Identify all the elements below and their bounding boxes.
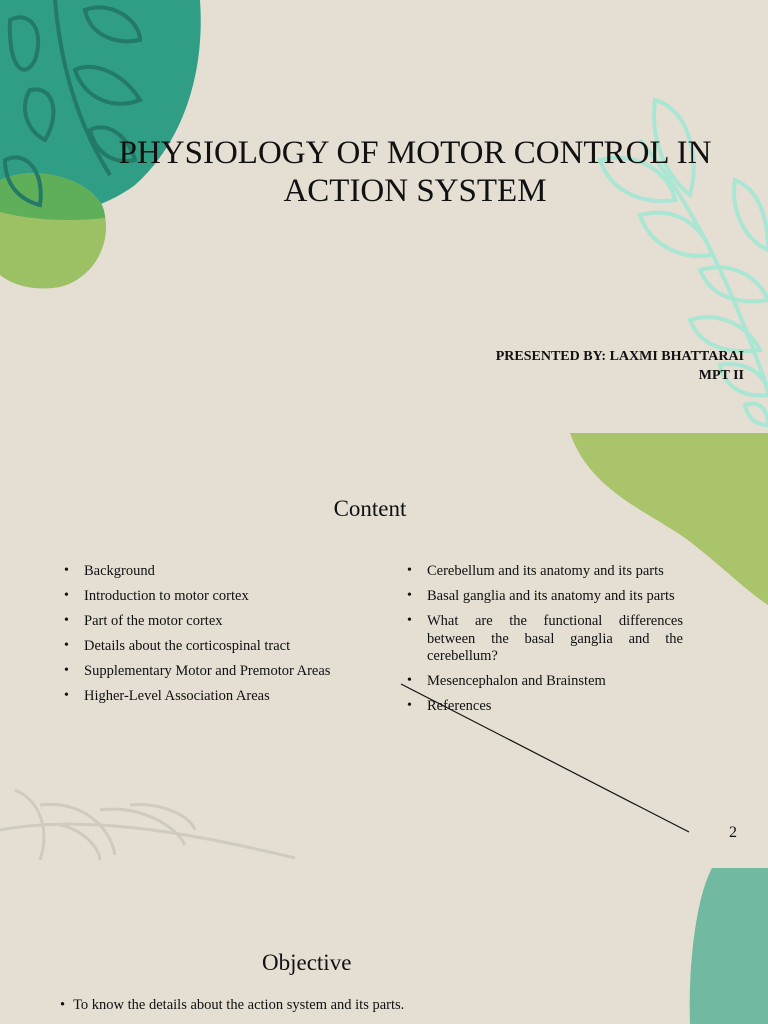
content-list-right [405,563,683,723]
list-item: • What are the functional differences between the basal ganglia and the cerebellum? [405,613,683,666]
title-slide [0,0,768,430]
list-item: • Supplementary Motor and Premotor Areas [62,663,340,681]
title-line-1: PHYSIOLOGY OF MOTOR CONTROL IN [118,135,712,171]
teal-blob-right [690,868,768,1024]
content-list-left [62,563,340,713]
presenter-info [496,347,744,385]
presenter-program: MPT II [698,368,744,383]
list-item: • Cerebellum and its anatomy and its parts [405,563,683,581]
list-item: • Basal ganglia and its anatomy and its parts [405,588,683,606]
list-item: • Details about the corticospinal tract [62,638,340,656]
list-item: • Introduction to motor cortex [62,588,340,606]
list-item: • References [405,698,683,716]
content-heading: Content [333,496,407,521]
objective-heading: Objective [262,950,352,975]
objective-slide [0,860,768,1024]
title-line-2: ACTION SYSTEM [283,173,547,209]
list-item: • Background [62,563,340,581]
content-slide [0,430,768,860]
page-number: 2 [729,824,737,841]
faded-leaf-branch [0,790,295,860]
list-item: • Part of the motor cortex [62,613,340,631]
presenter-name: PRESENTED BY: LAXMI BHATTARAI [495,349,744,364]
slide-title [80,134,750,210]
objective-item: • To know the details about the action system and its parts. [60,997,404,1014]
list-item: • Mesencephalon and Brainstem [405,673,683,691]
list-item: • Higher-Level Association Areas [62,688,340,706]
